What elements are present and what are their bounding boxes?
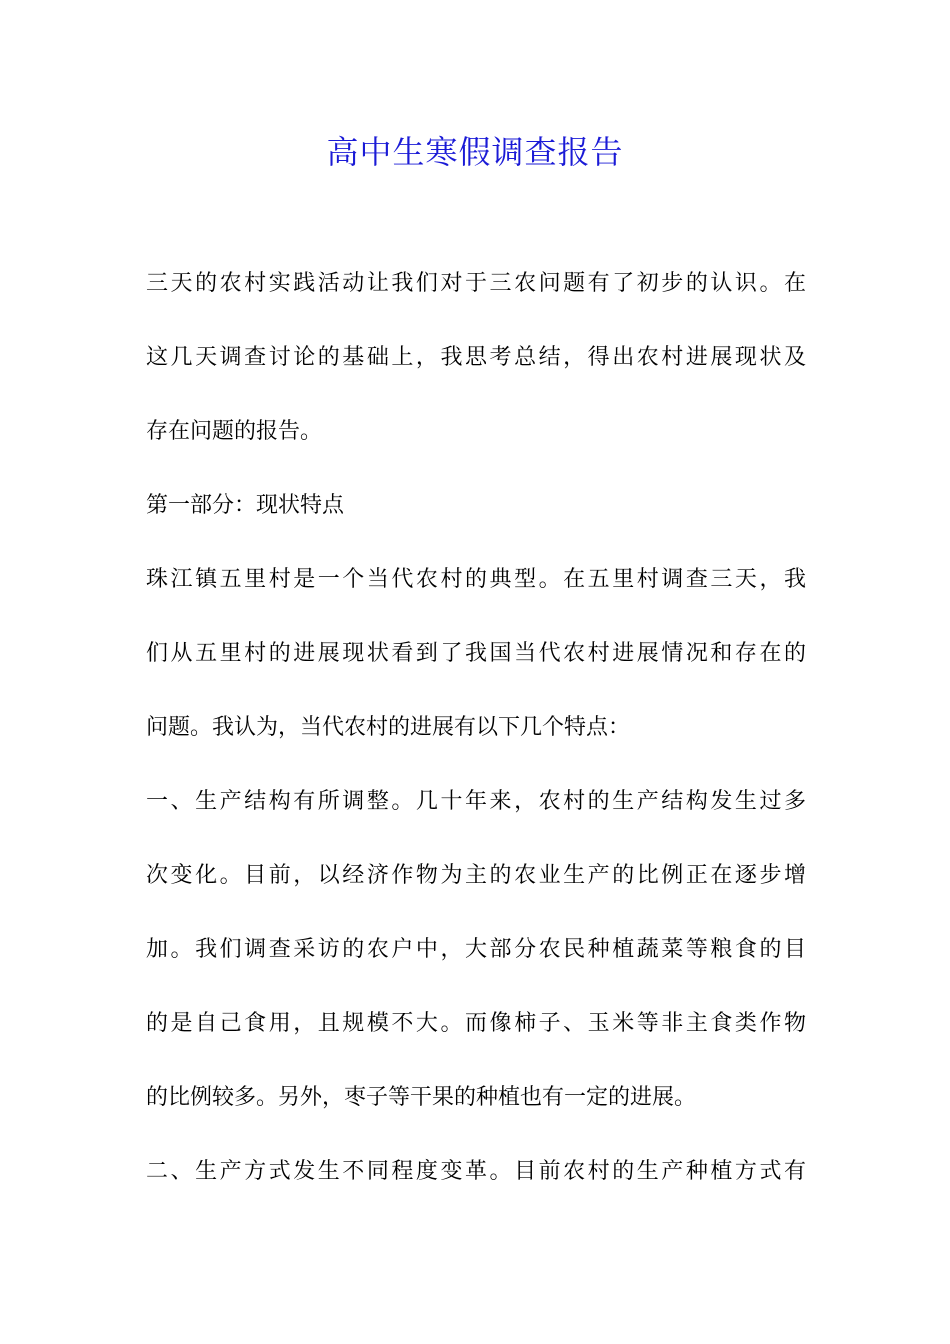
paragraph-line: 存在问题的报告。	[146, 419, 323, 444]
paragraph-line: 问题。我认为，当代农村的进展有以下几个特点：	[146, 715, 631, 740]
paragraph-line: 三天的农村实践活动让我们对于三农问题有了初步的认识。在	[146, 271, 806, 296]
paragraph-line: 珠江镇五里村是一个当代农村的典型。在五里村调查三天，我	[146, 567, 806, 592]
paragraph-line: 的比例较多。另外，枣子等干果的种植也有一定的进展。	[146, 1085, 697, 1110]
paragraph-line: 次变化。目前，以经济作物为主的农业生产的比例正在逐步增	[146, 863, 806, 888]
section-heading: 第一部分：现状特点	[146, 493, 345, 518]
document-title: 高中生寒假调查报告	[326, 133, 624, 171]
paragraph-line: 加。我们调查采访的农户中，大部分农民种植蔬菜等粮食的目	[146, 937, 806, 962]
paragraph-line: 二、生产方式发生不同程度变革。目前农村的生产种植方式有	[146, 1159, 806, 1184]
paragraph-line: 们从五里村的进展现状看到了我国当代农村进展情况和存在的	[146, 641, 806, 666]
paragraph-line: 一、生产结构有所调整。几十年来，农村的生产结构发生过多	[146, 789, 806, 814]
document-body	[146, 262, 806, 1224]
paragraph-line: 的是自己食用，且规模不大。而像柿子、玉米等非主食类作物	[146, 1011, 806, 1036]
paragraph-line: 这几天调查讨论的基础上，我思考总结，得出农村进展现状及	[146, 345, 806, 370]
